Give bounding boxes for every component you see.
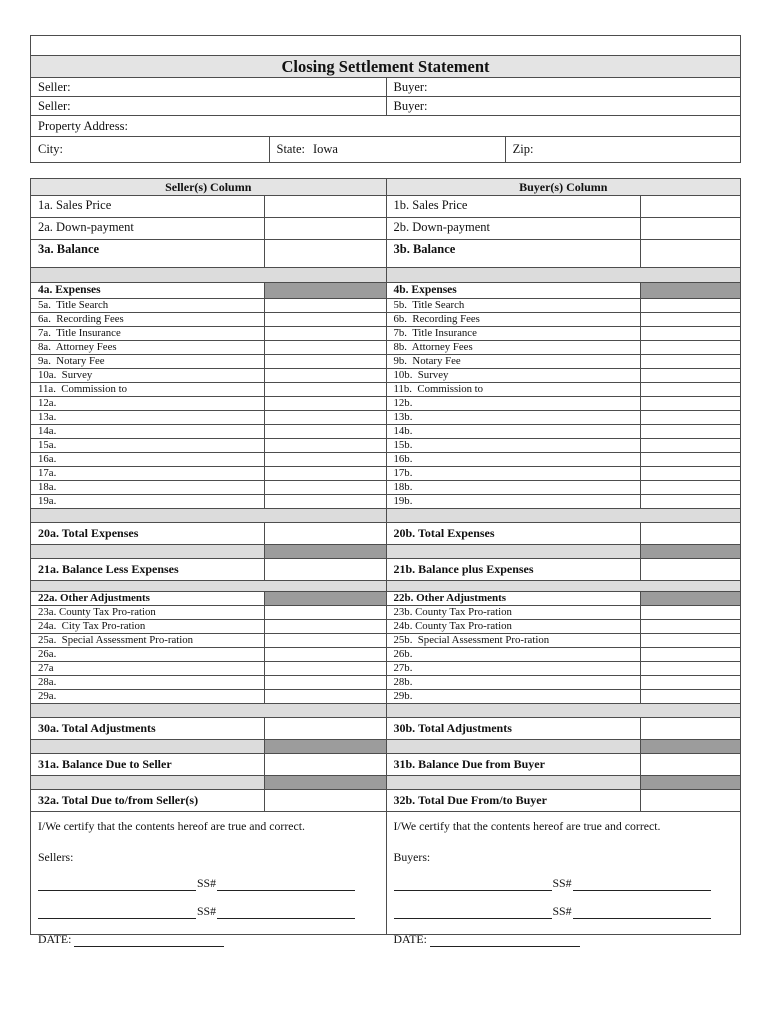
buyer-field-2[interactable]	[386, 97, 741, 115]
property-address-row	[31, 116, 740, 137]
label-3b: 3b. Balance	[393, 242, 456, 256]
ss-label: SS#	[197, 904, 217, 918]
row-blank-13	[31, 411, 740, 425]
amount-23b[interactable]	[640, 606, 740, 619]
label-25a: 25a. Special Assessment Pro-ration	[38, 634, 194, 646]
label-30a: 30a. Total Adjustments	[38, 721, 156, 735]
label-10b: 10b. Survey	[393, 369, 449, 381]
buyer-date-field[interactable]	[430, 934, 580, 947]
spacer-band	[31, 704, 740, 718]
row-attorney-fees	[31, 341, 740, 355]
row-blank-15	[31, 439, 740, 453]
label-14a[interactable]: 14a.	[38, 425, 57, 437]
amount-5b[interactable]	[640, 299, 740, 312]
amount-9b[interactable]	[640, 355, 740, 368]
label-14b[interactable]: 14b.	[393, 425, 413, 437]
city-label: City:	[38, 142, 64, 156]
shaded-amount-cell	[264, 740, 386, 753]
shaded-amount-cell	[640, 545, 740, 558]
row-recording-fees	[31, 313, 740, 327]
row-blank-27	[31, 662, 740, 676]
label-21b: 21b. Balance plus Expenses	[393, 562, 534, 576]
buyer-field-1[interactable]	[386, 78, 741, 96]
label-6b: 6b. Recording Fees	[393, 313, 480, 325]
amount-15a[interactable]	[264, 439, 386, 452]
label-13a[interactable]: 13a.	[38, 411, 57, 423]
amount-21a[interactable]	[264, 559, 386, 580]
shaded-band	[31, 740, 740, 754]
date-label: DATE:	[38, 932, 75, 946]
amount-13a[interactable]	[264, 411, 386, 424]
seller-certification	[31, 812, 386, 946]
amount-8a[interactable]	[264, 341, 386, 354]
shaded-22a	[264, 592, 386, 605]
amount-17b[interactable]	[640, 467, 740, 480]
row-special-assessment	[31, 634, 740, 648]
spacer-band	[31, 268, 740, 283]
row-blank-19	[31, 495, 740, 509]
amount-19a[interactable]	[264, 495, 386, 508]
shaded-amount-cell	[264, 776, 386, 789]
amount-8b[interactable]	[640, 341, 740, 354]
amount-10a[interactable]	[264, 369, 386, 382]
date-label: DATE:	[393, 932, 430, 946]
amount-20a[interactable]	[264, 523, 386, 544]
header-table	[30, 35, 741, 163]
amount-21b[interactable]	[640, 559, 740, 580]
amount-31b[interactable]	[640, 754, 740, 775]
amount-7b[interactable]	[640, 327, 740, 340]
amount-20b[interactable]	[640, 523, 740, 544]
seller-signature-field-2[interactable]	[38, 906, 196, 919]
state-label: State:	[276, 142, 305, 156]
label-4a: 4a. Expenses	[38, 284, 101, 296]
amount-30b[interactable]	[640, 718, 740, 739]
property-address-label: Property Address:	[38, 119, 128, 133]
label-26b[interactable]: 26b.	[393, 648, 413, 660]
row-blank-17	[31, 467, 740, 481]
amount-19b[interactable]	[640, 495, 740, 508]
row-sales-price	[31, 196, 740, 218]
zip-field[interactable]	[505, 137, 740, 162]
label-23b: 23b. County Tax Pro-ration	[393, 606, 512, 618]
label-22a: 22a. Other Adjustments	[38, 592, 150, 604]
amount-12a[interactable]	[264, 397, 386, 410]
buyer-certification	[386, 812, 741, 946]
amount-1a[interactable]	[264, 196, 386, 217]
amount-12b[interactable]	[640, 397, 740, 410]
row-blank-14	[31, 425, 740, 439]
amount-24a[interactable]	[264, 620, 386, 633]
amount-1b[interactable]	[640, 196, 740, 217]
spacer-band	[31, 581, 740, 592]
amount-15b[interactable]	[640, 439, 740, 452]
label-12b[interactable]: 12b.	[393, 397, 413, 409]
amount-29a[interactable]	[264, 690, 386, 703]
amount-25a[interactable]	[264, 634, 386, 647]
amount-25b[interactable]	[640, 634, 740, 647]
row-down-payment	[31, 218, 740, 240]
buyer-column-header: Buyer(s) Column	[386, 179, 741, 195]
amount-17a[interactable]	[264, 467, 386, 480]
amount-18a[interactable]	[264, 481, 386, 494]
label-28a[interactable]: 28a.	[38, 676, 57, 688]
city-field[interactable]	[31, 137, 269, 162]
label-24b: 24b. County Tax Pro-ration	[393, 620, 512, 632]
buyer-date-line	[394, 932, 733, 947]
label-11b: 11b. Commission to	[393, 383, 484, 395]
settlement-table	[30, 178, 741, 946]
amount-26a[interactable]	[264, 648, 386, 661]
party-row-2	[31, 97, 740, 116]
amount-11b[interactable]	[640, 383, 740, 396]
seller-column-header: Seller(s) Column	[31, 179, 386, 195]
amount-18b[interactable]	[640, 481, 740, 494]
row-balance	[31, 240, 740, 268]
label-32a: 32a. Total Due to/from Seller(s)	[38, 793, 199, 807]
label-27b[interactable]: 27b.	[393, 662, 413, 674]
label-2a: 2a. Down-payment	[38, 220, 134, 234]
label-1b: 1b. Sales Price	[393, 198, 468, 212]
row-county-tax	[31, 606, 740, 620]
label-2b: 2b. Down-payment	[393, 220, 491, 234]
certification-statement: I/We certify that the contents hereof are true and correct.	[38, 819, 305, 833]
buyer-label-2: Buyer:	[393, 99, 428, 113]
label-4b: 4b. Expenses	[393, 284, 457, 296]
row-city-tax	[31, 620, 740, 634]
label-17b[interactable]: 17b.	[393, 467, 413, 479]
ss-label: SS#	[552, 904, 572, 918]
label-13b[interactable]: 13b.	[393, 411, 413, 423]
label-6a: 6a. Recording Fees	[38, 313, 124, 325]
shaded-amount-cell	[640, 740, 740, 753]
amount-13b[interactable]	[640, 411, 740, 424]
amount-30a[interactable]	[264, 718, 386, 739]
label-1a: 1a. Sales Price	[38, 198, 112, 212]
seller-date-line	[38, 932, 378, 947]
row-total-expenses	[31, 523, 740, 545]
party-row-1	[31, 78, 740, 97]
row-notary-fee	[31, 355, 740, 369]
certification-statement: I/We certify that the contents hereof are true and correct.	[393, 819, 661, 833]
label-22b: 22b. Other Adjustments	[393, 592, 507, 604]
label-3a: 3a. Balance	[38, 242, 100, 256]
buyers-label: Buyers:	[393, 850, 431, 864]
label-5b: 5b. Title Search	[393, 299, 465, 311]
seller-signature-field-1[interactable]	[38, 878, 196, 891]
row-balance-less-expenses	[31, 559, 740, 581]
amount-7a[interactable]	[264, 327, 386, 340]
label-7a: 7a. Title Insurance	[38, 327, 121, 339]
state-field[interactable]	[269, 137, 505, 162]
row-blank-18	[31, 481, 740, 495]
label-20b: 20b. Total Expenses	[393, 526, 495, 540]
seller-date-field[interactable]	[74, 934, 224, 947]
row-balance-due	[31, 754, 740, 776]
label-12a[interactable]: 12a.	[38, 397, 57, 409]
amount-9a[interactable]	[264, 355, 386, 368]
buyer-signature-line-2	[394, 904, 733, 919]
amount-16a[interactable]	[264, 453, 386, 466]
label-11a: 11a. Commission to	[38, 383, 127, 395]
label-24a: 24a. City Tax Pro-ration	[38, 620, 146, 632]
label-31a: 31a. Balance Due to Seller	[38, 757, 172, 771]
amount-16b[interactable]	[640, 453, 740, 466]
row-other-adjustments-header	[31, 592, 740, 606]
label-16a[interactable]: 16a.	[38, 453, 57, 465]
amount-23a[interactable]	[264, 606, 386, 619]
label-29b[interactable]: 29b.	[393, 690, 413, 702]
title-row	[31, 56, 740, 78]
top-blank-row	[31, 36, 740, 56]
amount-11a[interactable]	[264, 383, 386, 396]
zip-label: Zip:	[512, 142, 534, 156]
row-blank-28	[31, 676, 740, 690]
label-19b[interactable]: 19b.	[393, 495, 413, 507]
label-19a[interactable]: 19a.	[38, 495, 57, 507]
label-21a: 21a. Balance Less Expenses	[38, 562, 179, 576]
spacer-band	[31, 509, 740, 523]
amount-10b[interactable]	[640, 369, 740, 382]
column-header-row	[31, 179, 740, 196]
label-25b: 25b. Special Assessment Pro-ration	[393, 634, 550, 646]
seller-label-2: Seller:	[38, 99, 71, 113]
row-blank-26	[31, 648, 740, 662]
label-30b: 30b. Total Adjustments	[393, 721, 512, 735]
seller-field-1[interactable]	[31, 78, 386, 96]
amount-2a[interactable]	[264, 218, 386, 239]
label-32b: 32b. Total Due From/to Buyer	[393, 793, 547, 807]
property-address-field[interactable]	[31, 116, 740, 136]
amount-27b[interactable]	[640, 662, 740, 675]
row-blank-16	[31, 453, 740, 467]
label-28b[interactable]: 28b.	[393, 676, 413, 688]
shaded-amount-cell	[640, 776, 740, 789]
amount-6a[interactable]	[264, 313, 386, 326]
row-commission	[31, 383, 740, 397]
label-17a[interactable]: 17a.	[38, 467, 57, 479]
label-16b[interactable]: 16b.	[393, 453, 413, 465]
label-7b: 7b. Title Insurance	[393, 327, 477, 339]
label-31b: 31b. Balance Due from Buyer	[393, 757, 545, 771]
label-9b: 9b. Notary Fee	[393, 355, 461, 367]
buyer-label-1: Buyer:	[393, 80, 428, 94]
amount-28a[interactable]	[264, 676, 386, 689]
form-area	[30, 35, 741, 946]
amount-26b[interactable]	[640, 648, 740, 661]
label-20a: 20a. Total Expenses	[38, 526, 139, 540]
shaded-22b	[640, 592, 740, 605]
buyer-signature-field-1[interactable]	[394, 878, 552, 891]
label-8b: 8b. Attorney Fees	[393, 341, 473, 353]
seller-field-2[interactable]	[31, 97, 386, 115]
sellers-label: Sellers:	[38, 850, 74, 864]
city-state-zip-row	[31, 137, 740, 162]
amount-32b[interactable]	[640, 790, 740, 811]
page-title: Closing Settlement Statement	[281, 56, 490, 76]
shaded-4b	[640, 283, 740, 298]
seller-signature-line-1	[38, 876, 378, 891]
label-27a[interactable]: 27a	[38, 662, 54, 674]
shaded-band	[31, 545, 740, 559]
label-18a[interactable]: 18a.	[38, 481, 57, 493]
label-15b[interactable]: 15b.	[393, 439, 413, 451]
label-15a[interactable]: 15a.	[38, 439, 57, 451]
shaded-amount-cell	[264, 545, 386, 558]
shaded-band	[31, 776, 740, 790]
buyer-ssn-field-2[interactable]	[573, 906, 711, 919]
amount-14a[interactable]	[264, 425, 386, 438]
amount-29b[interactable]	[640, 690, 740, 703]
buyer-signature-line-1	[394, 876, 733, 891]
row-total-due	[31, 790, 740, 812]
amount-27a[interactable]	[264, 662, 386, 675]
amount-3a[interactable]	[264, 240, 386, 267]
row-survey	[31, 369, 740, 383]
seller-ssn-field-2[interactable]	[217, 906, 355, 919]
label-9a: 9a. Notary Fee	[38, 355, 105, 367]
row-expenses-header	[31, 283, 740, 299]
amount-31a[interactable]	[264, 754, 386, 775]
amount-24b[interactable]	[640, 620, 740, 633]
row-total-adjustments	[31, 718, 740, 740]
label-8a: 8a. Attorney Fees	[38, 341, 117, 353]
shaded-4a	[264, 283, 386, 298]
amount-28b[interactable]	[640, 676, 740, 689]
label-29a[interactable]: 29a.	[38, 690, 57, 702]
state-value: Iowa	[312, 142, 338, 156]
row-blank-29	[31, 690, 740, 704]
amount-32a[interactable]	[264, 790, 386, 811]
amount-5a[interactable]	[264, 299, 386, 312]
label-26a[interactable]: 26a.	[38, 648, 57, 660]
buyer-signature-field-2[interactable]	[394, 906, 552, 919]
label-18b[interactable]: 18b.	[393, 481, 413, 493]
ss-label: SS#	[552, 876, 572, 890]
label-5a: 5a. Title Search	[38, 299, 109, 311]
row-title-search	[31, 299, 740, 313]
amount-3b[interactable]	[640, 240, 740, 267]
seller-ssn-field-1[interactable]	[217, 878, 355, 891]
row-title-insurance	[31, 327, 740, 341]
amount-14b[interactable]	[640, 425, 740, 438]
ss-label: SS#	[197, 876, 217, 890]
label-23a: 23a. County Tax Pro-ration	[38, 606, 156, 618]
buyer-ssn-field-1[interactable]	[573, 878, 711, 891]
label-10a: 10a. Survey	[38, 369, 93, 381]
certification-section	[31, 812, 740, 946]
seller-label-1: Seller:	[38, 80, 71, 94]
seller-signature-line-2	[38, 904, 378, 919]
table-gap	[30, 163, 741, 178]
amount-6b[interactable]	[640, 313, 740, 326]
amount-2b[interactable]	[640, 218, 740, 239]
row-blank-12	[31, 397, 740, 411]
